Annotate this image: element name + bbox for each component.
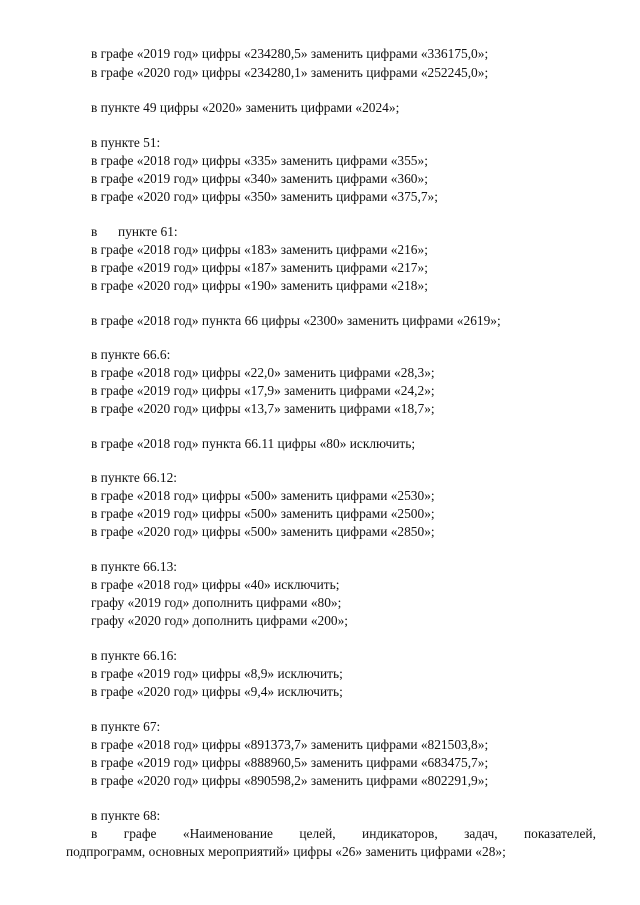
text-line: в пункте 66.16: bbox=[91, 648, 178, 663]
text-word: в bbox=[91, 224, 98, 239]
text-line: в графе «2019 год» цифры «500» заменить цифрами «2500»; bbox=[91, 506, 435, 521]
text-line: графу «2020 год» дополнить цифрами «200»; bbox=[91, 613, 349, 628]
text-word: «Наименование bbox=[182, 826, 273, 841]
text-line: в графе «2018 год» цифры «335» заменить цифрами «355»; bbox=[91, 153, 428, 168]
text-word: индикаторов, bbox=[362, 826, 438, 841]
text-line: в графе «2019 год» цифры «340» заменить цифрами «360»; bbox=[91, 171, 428, 186]
text-line: в графе «2018 год» цифры «500» заменить цифрами «2530»; bbox=[91, 488, 435, 503]
text-line: в пункте 67: bbox=[91, 719, 161, 734]
text-line: в графе «2020 год» цифры «13,7» заменить цифрами «18,7»; bbox=[91, 401, 435, 416]
text-line: в графе «2020 год» цифры «190» заменить цифрами «218»; bbox=[91, 278, 428, 293]
text-line: в графе «2020 год» цифры «9,4» исключить; bbox=[91, 684, 343, 699]
text-line: графу «2019 год» дополнить цифрами «80»; bbox=[91, 595, 342, 610]
text-line: в пункте 66.13: bbox=[91, 559, 178, 574]
text-line: в графе «2019 год» цифры «17,9» заменить цифрами «24,2»; bbox=[91, 383, 435, 398]
text-line: в пункте 68: bbox=[91, 808, 161, 823]
text-line: в пункте 66.6: bbox=[91, 347, 171, 362]
text-line: в графе «2018 год» цифры «40» исключить; bbox=[91, 577, 340, 592]
text-line: в графе «2019 год» цифры «888960,5» заменить цифрами «683475,7»; bbox=[91, 755, 489, 770]
text-line: в графе «2018 год» пункта 66.11 цифры «80» исключить; bbox=[91, 436, 416, 451]
text-line: в графе «2018 год» цифры «183» заменить цифрами «216»; bbox=[91, 242, 428, 257]
text-line: в графе «2020 год» цифры «350» заменить цифрами «375,7»; bbox=[91, 189, 438, 204]
text-line: в пункте 51: bbox=[91, 135, 161, 150]
text-word: показателей, bbox=[524, 826, 596, 841]
text-word: графе bbox=[123, 826, 157, 841]
text-line: в графе «2020 год» цифры «890598,2» заменить цифрами «802291,9»; bbox=[91, 773, 489, 788]
text-line: подпрограмм, основных мероприятий» цифры «26» заменить цифрами «28»; bbox=[66, 844, 506, 859]
text-word: целей, bbox=[299, 826, 336, 841]
text-line: в графе «2019 год» цифры «234280,5» заменить цифрами «336175,0»; bbox=[91, 46, 489, 61]
text-word: в bbox=[91, 826, 98, 841]
text-line: в графе «2019 год» цифры «8,9» исключить; bbox=[91, 666, 343, 681]
text-line: в пункте 49 цифры «2020» заменить цифрами «2024»; bbox=[91, 100, 400, 115]
text-line: в пункте 66.12: bbox=[91, 470, 178, 485]
text-line: в графе «2018 год» пункта 66 цифры «2300» заменить цифрами «2619»; bbox=[91, 313, 501, 328]
text-word: задач, bbox=[464, 826, 498, 841]
text-line: в графе «2018 год» цифры «891373,7» заменить цифрами «821503,8»; bbox=[91, 737, 489, 752]
justified-line bbox=[91, 825, 596, 843]
text-line: в графе «2019 год» цифры «187» заменить цифрами «217»; bbox=[91, 260, 428, 275]
text-word: пункте 61: bbox=[118, 224, 178, 239]
text-line: в графе «2018 год» цифры «22,0» заменить цифрами «28,3»; bbox=[91, 365, 435, 380]
text-line: в графе «2020 год» цифры «234280,1» заменить цифрами «252245,0»; bbox=[91, 65, 489, 80]
text-line bbox=[91, 223, 178, 241]
text-line: в графе «2020 год» цифры «500» заменить цифрами «2850»; bbox=[91, 524, 435, 539]
